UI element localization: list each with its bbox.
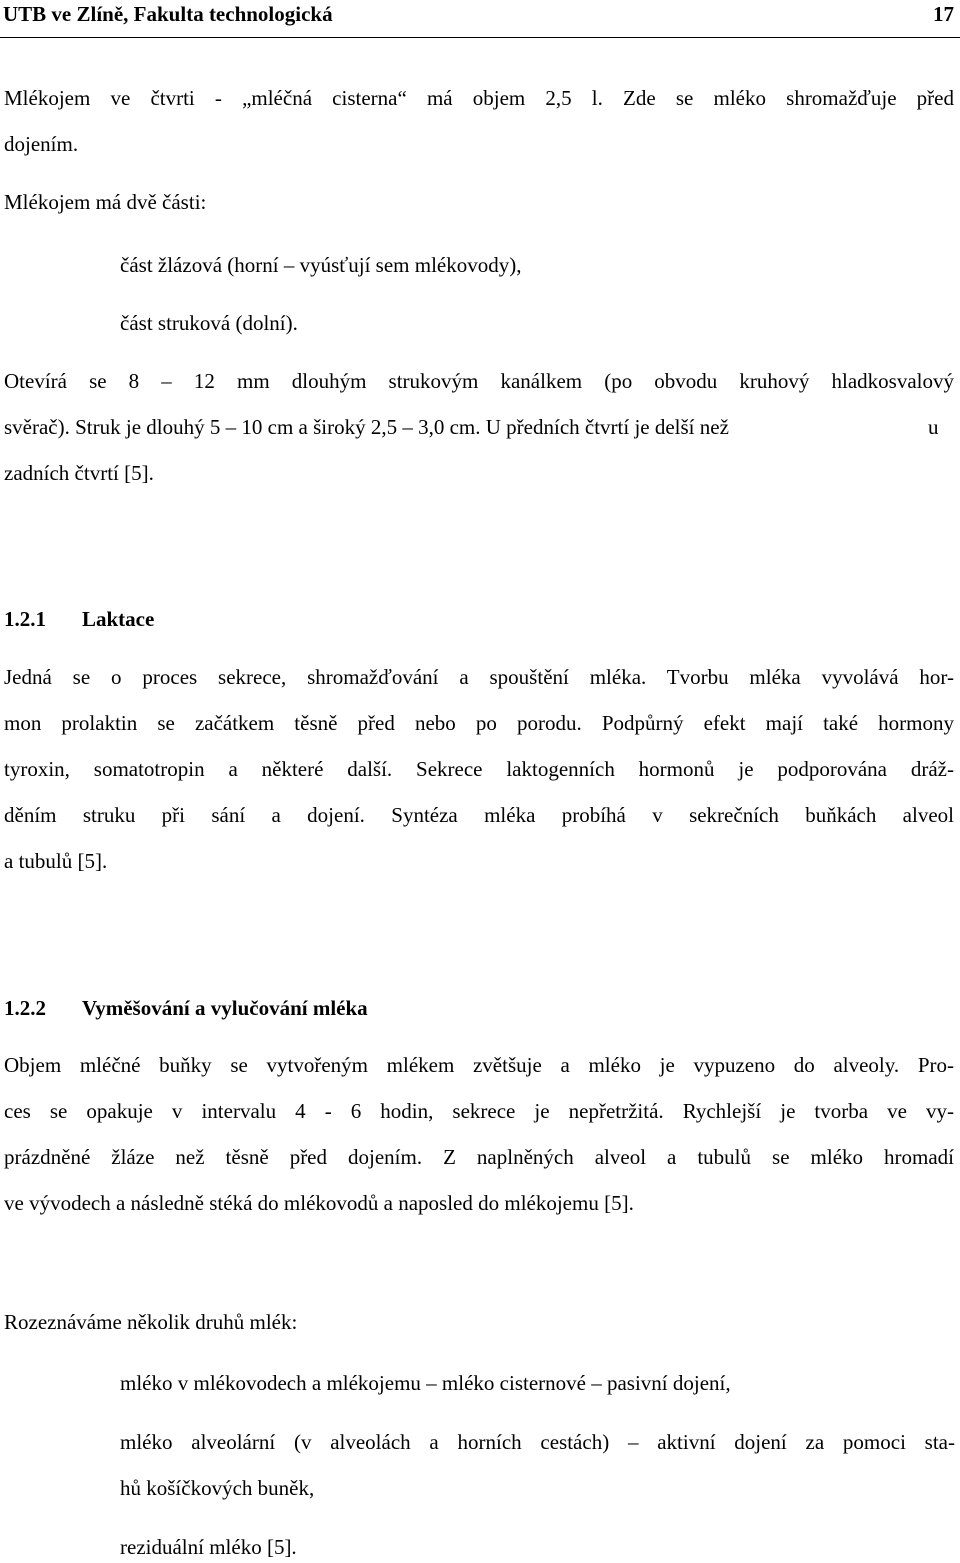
list-item: mléko v mlékovodech a mlékojemu – mléko cisternové – pasivní dojení,	[120, 1371, 731, 1395]
section-number: 1.2.1	[4, 607, 46, 631]
section-heading	[4, 607, 154, 632]
paragraph-line: děním struku při sání a dojení. Syntéza mléka probíhá v sekrečních buňkách alveol	[4, 803, 954, 827]
section-title: Laktace	[82, 607, 155, 631]
paragraph-line: Rozeznáváme několik druhů mlék:	[4, 1310, 298, 1334]
header-divider	[0, 37, 960, 38]
paragraph-line: tyroxin, somatotropin a některé další. Sekrece laktogenních hormonů je podporována dráž-	[4, 757, 954, 781]
paragraph-line: zadních čtvrtí [5].	[4, 461, 154, 485]
page-number: 17	[933, 2, 954, 26]
paragraph-line: Otevírá se 8 – 12 mm dlouhým strukovým kanálkem (po obvodu kruhový hladkosvalový	[4, 369, 954, 393]
list-item: část žlázová (horní – vyúsťují sem mlékovody),	[120, 253, 522, 277]
paragraph-line: dojením.	[4, 132, 79, 156]
list-item: část struková (dolní).	[120, 311, 298, 335]
paragraph-line: prázdněné žláze než těsně před dojením. Z naplněných alveol a tubulů se mléko hromadí	[4, 1145, 954, 1169]
paragraph-line-fragment: u	[928, 415, 939, 439]
section-heading	[4, 996, 368, 1021]
header-title: UTB ve Zlíně, Fakulta technologická	[3, 2, 333, 26]
paragraph-line: Mlékojem má dvě části:	[4, 190, 207, 214]
page-header	[0, 0, 960, 34]
paragraph-line: ces se opakuje v intervalu 4 - 6 hodin, sekrece je nepřetržitá. Rychlejší je tvorba ve vy-	[4, 1099, 954, 1123]
list-item: reziduální mléko [5].	[120, 1535, 297, 1559]
list-item-continuation: hů košíčkových buněk,	[120, 1476, 315, 1500]
section-number: 1.2.2	[4, 996, 46, 1020]
list-item: mléko alveolární (v alveolách a horních cestách) – aktivní dojení za pomoci sta-	[120, 1430, 955, 1454]
paragraph-line: mon prolaktin se začátkem těsně před nebo po porodu. Podpůrný efekt mají také hormony	[4, 711, 954, 735]
paragraph-line: ve vývodech a následně stéká do mlékovodů a naposled do mlékojemu [5].	[4, 1191, 634, 1215]
paragraph-line: Objem mléčné buňky se vytvořeným mlékem zvětšuje a mléko je vypuzeno do alveoly. Pro-	[4, 1053, 954, 1077]
paragraph-line: a tubulů [5].	[4, 849, 108, 873]
section-title: Vyměšování a vylučování mléka	[82, 996, 368, 1020]
paragraph-line: svěrač). Struk je dlouhý 5 – 10 cm a široký 2,5 – 3,0 cm. U předních čtvrtí je delší než	[4, 415, 729, 439]
paragraph-line: Jedná se o proces sekrece, shromažďování a spouštění mléka. Tvorbu mléka vyvolává hor-	[4, 665, 954, 689]
paragraph-line: Mlékojem ve čtvrti - „mléčná cisterna“ má objem 2,5 l. Zde se mléko shromažďuje před	[4, 86, 954, 110]
